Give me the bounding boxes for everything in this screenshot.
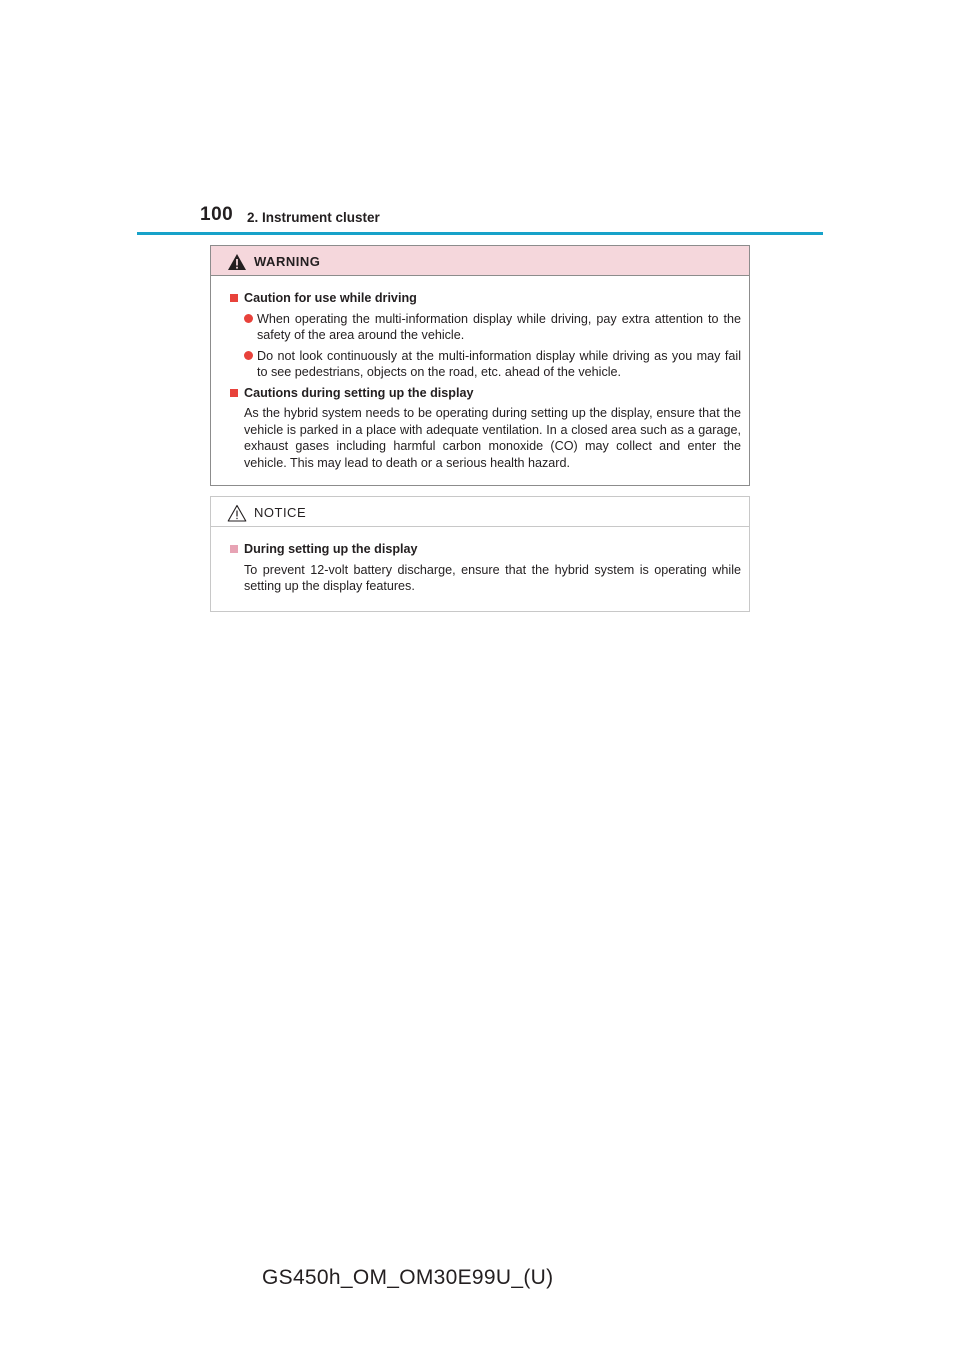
warning-title: WARNING xyxy=(254,254,321,269)
warning-bullet xyxy=(244,311,741,344)
warning-bullet xyxy=(244,348,741,381)
manual-code: GS450h_OM_OM30E99U_(U) xyxy=(262,1266,554,1289)
warning-paragraph: As the hybrid system needs to be operating during setting up the display, ensure that the vehicle is parked in a place with adequate ventilation. In a closed area such as a garage, exhaust gases including harmful carbon monoxide (CO) may collect and enter the vehicle. This may lead to death or a serious health hazard. xyxy=(244,406,741,470)
notice-body xyxy=(211,527,749,595)
section-title: 2. Instrument cluster xyxy=(247,210,380,225)
circle-bullet-icon xyxy=(244,351,253,360)
warning-bullet-list xyxy=(230,311,741,381)
warning-body xyxy=(211,276,749,471)
circle-bullet-icon xyxy=(244,314,253,323)
page-number: 100 xyxy=(200,204,234,225)
notice-item xyxy=(230,541,741,558)
warning-item-title: Cautions during setting up the display xyxy=(244,385,474,400)
notice-title: NOTICE xyxy=(254,505,307,520)
notice-box xyxy=(210,496,750,612)
header-divider xyxy=(137,232,823,235)
warning-item xyxy=(230,290,741,307)
notice-triangle-icon xyxy=(227,504,247,522)
notice-paragraph: To prevent 12-volt battery discharge, ensure that the hybrid system is operating while setting up the display features. xyxy=(244,562,741,593)
warning-box xyxy=(210,245,750,486)
notice-item-title: During setting up the display xyxy=(244,542,418,556)
warning-item-title: Caution for use while driving xyxy=(244,291,417,305)
page-header xyxy=(137,200,823,236)
notice-header xyxy=(211,497,749,527)
square-bullet-icon xyxy=(230,389,238,397)
warning-bullet-text: When operating the multi-information display while driving, pay extra attention to the safety of the area around the vehicle. xyxy=(257,311,741,342)
square-bullet-icon xyxy=(230,294,238,302)
warning-bullet-text: Do not look continuously at the multi-information display while driving as you may fail to see pedestrians, objects on the road, etc. ahead of the vehicle. xyxy=(257,348,741,379)
square-bullet-icon xyxy=(230,545,238,553)
warning-item xyxy=(230,385,741,402)
warning-triangle-icon xyxy=(227,253,247,271)
warning-header xyxy=(211,246,749,276)
